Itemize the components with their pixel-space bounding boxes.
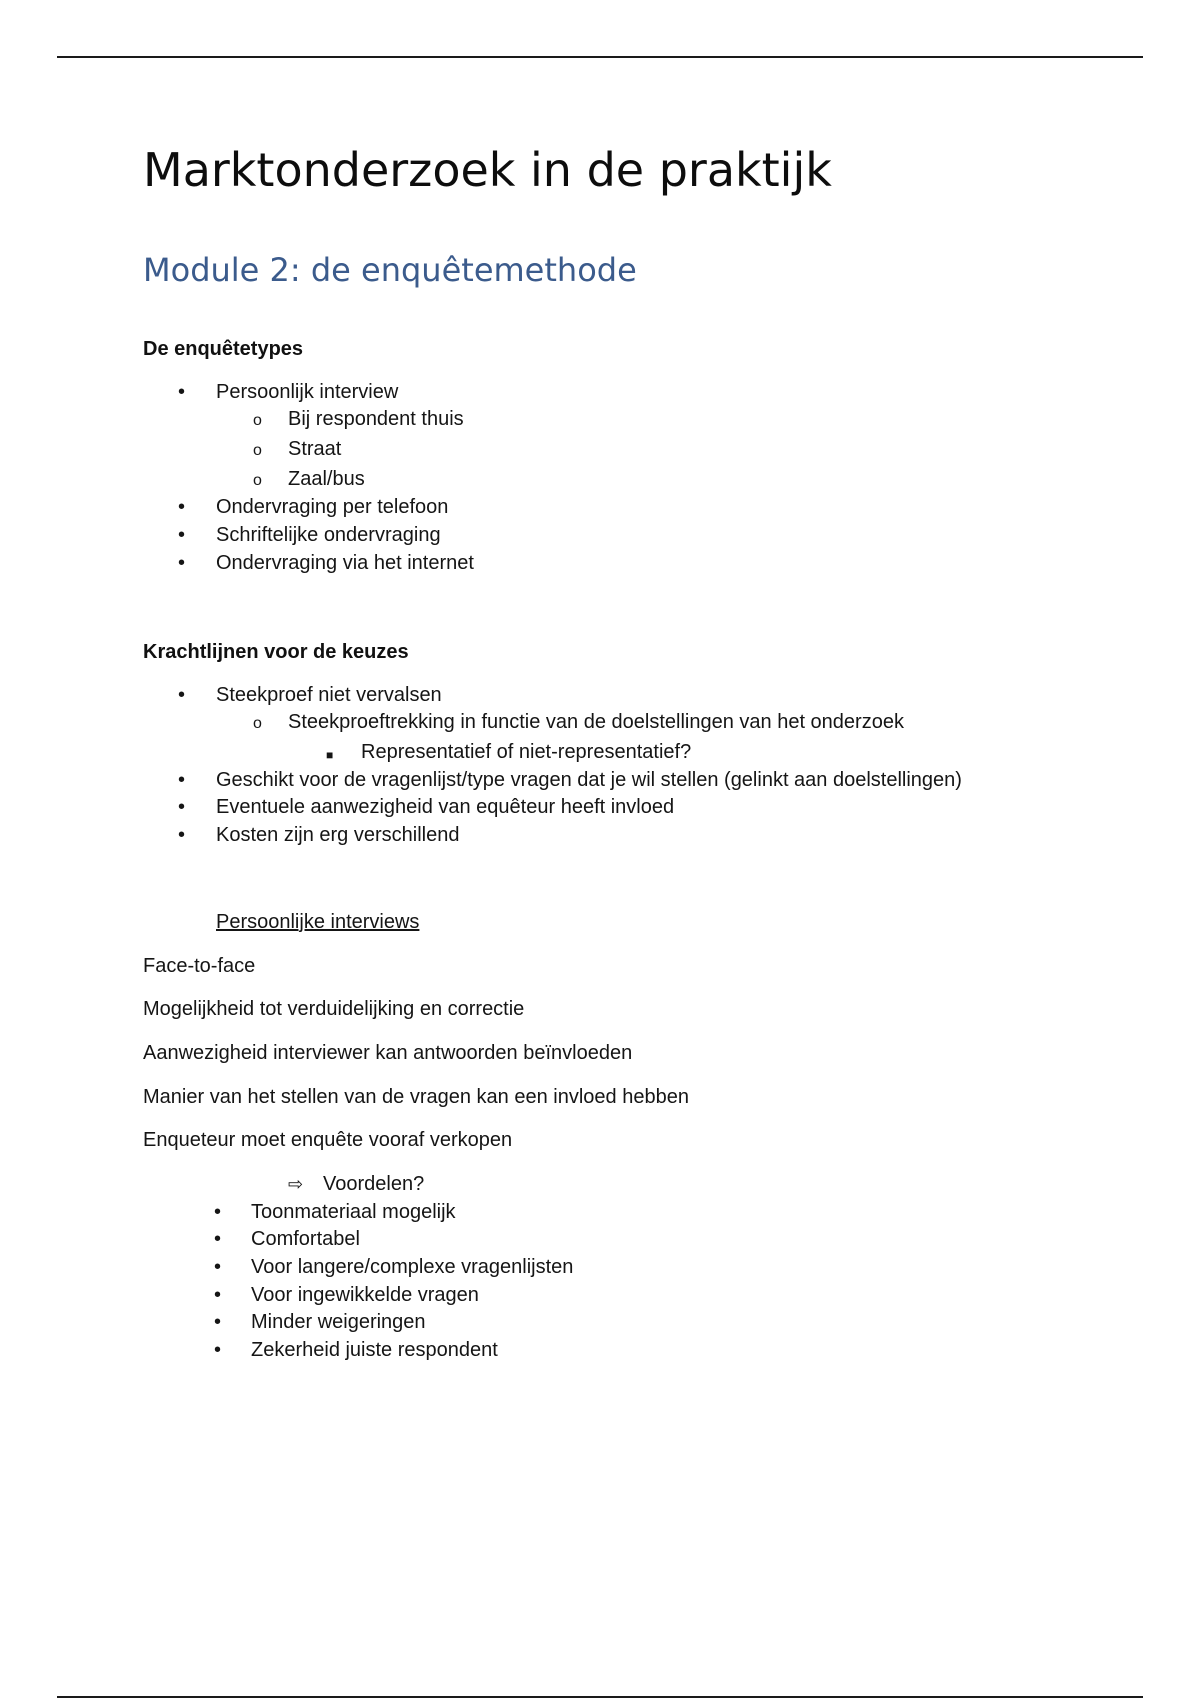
bullet-icon: • [178, 824, 186, 846]
bullet-icon: • [214, 1339, 222, 1361]
list-item: Persoonlijk interview [216, 381, 399, 403]
bullet-icon: • [214, 1256, 222, 1278]
list-item: Schriftelijke ondervraging [216, 524, 441, 546]
list-item: Ondervraging per telefoon [216, 496, 449, 518]
list-item: Steekproef niet vervalsen [216, 684, 442, 706]
advantage-item: Voor langere/complexe vragenlijsten [251, 1256, 574, 1278]
advantage-item: Comfortabel [251, 1228, 360, 1250]
paragraph: Mogelijkheid tot verduidelijking en correctie [143, 998, 525, 1020]
section-heading-persoonlijke-interviews: Persoonlijke interviews [216, 911, 420, 933]
bullet-icon: • [178, 524, 186, 546]
bullet-icon: • [214, 1228, 222, 1250]
sub-list-item: Zaal/bus [288, 468, 365, 490]
bullet-icon: • [214, 1311, 222, 1333]
paragraph: Manier van het stellen van de vragen kan een invloed hebben [143, 1086, 689, 1108]
sub-sub-list-item: Representatief of niet-representatief? [361, 741, 692, 763]
list-item: Ondervraging via het internet [216, 552, 474, 574]
bullet-icon: • [178, 769, 186, 791]
list-item: Eventuele aanwezigheid van equêteur heeft invloed [216, 796, 675, 818]
bullet-icon: • [178, 496, 186, 518]
circle-bullet-icon: o [253, 715, 262, 732]
circle-bullet-icon: o [253, 472, 262, 489]
module-subtitle: Module 2: de enquêtemethode [143, 251, 637, 289]
sub-list-item: Straat [288, 438, 342, 460]
sub-list-item: Bij respondent thuis [288, 408, 464, 430]
top-rule [57, 56, 1143, 58]
bullet-icon: • [214, 1201, 222, 1223]
advantage-item: Voor ingewikkelde vragen [251, 1284, 479, 1306]
advantages-label: Voordelen? [323, 1173, 425, 1195]
document-title: Marktonderzoek in de praktijk [143, 143, 832, 197]
section-heading-enquetetypes: De enquêtetypes [143, 338, 304, 360]
bullet-icon: • [178, 381, 186, 403]
sub-list-item: Steekproeftrekking in functie van de doelstellingen van het onderzoek [288, 711, 904, 733]
bullet-icon: • [214, 1284, 222, 1306]
square-bullet-icon: ■ [326, 748, 334, 762]
paragraph: Face-to-face [143, 955, 256, 977]
paragraph: Enqueteur moet enquête vooraf verkopen [143, 1129, 513, 1151]
bottom-rule [57, 1696, 1143, 1698]
advantage-item: Toonmateriaal mogelijk [251, 1201, 456, 1223]
advantage-item: Minder weigeringen [251, 1311, 426, 1333]
circle-bullet-icon: o [253, 442, 262, 459]
bullet-icon: • [178, 552, 186, 574]
list-item: Kosten zijn erg verschillend [216, 824, 460, 846]
paragraph: Aanwezigheid interviewer kan antwoorden beïnvloeden [143, 1042, 633, 1064]
section-heading-krachtlijnen: Krachtlijnen voor de keuzes [143, 641, 409, 663]
bullet-icon: • [178, 796, 186, 818]
circle-bullet-icon: o [253, 412, 262, 429]
arrow-right-icon: ⇨ [288, 1174, 304, 1194]
bullet-icon: • [178, 684, 186, 706]
list-item: Geschikt voor de vragenlijst/type vragen dat je wil stellen (gelinkt aan doelstellingen) [216, 769, 962, 791]
advantage-item: Zekerheid juiste respondent [251, 1339, 498, 1361]
